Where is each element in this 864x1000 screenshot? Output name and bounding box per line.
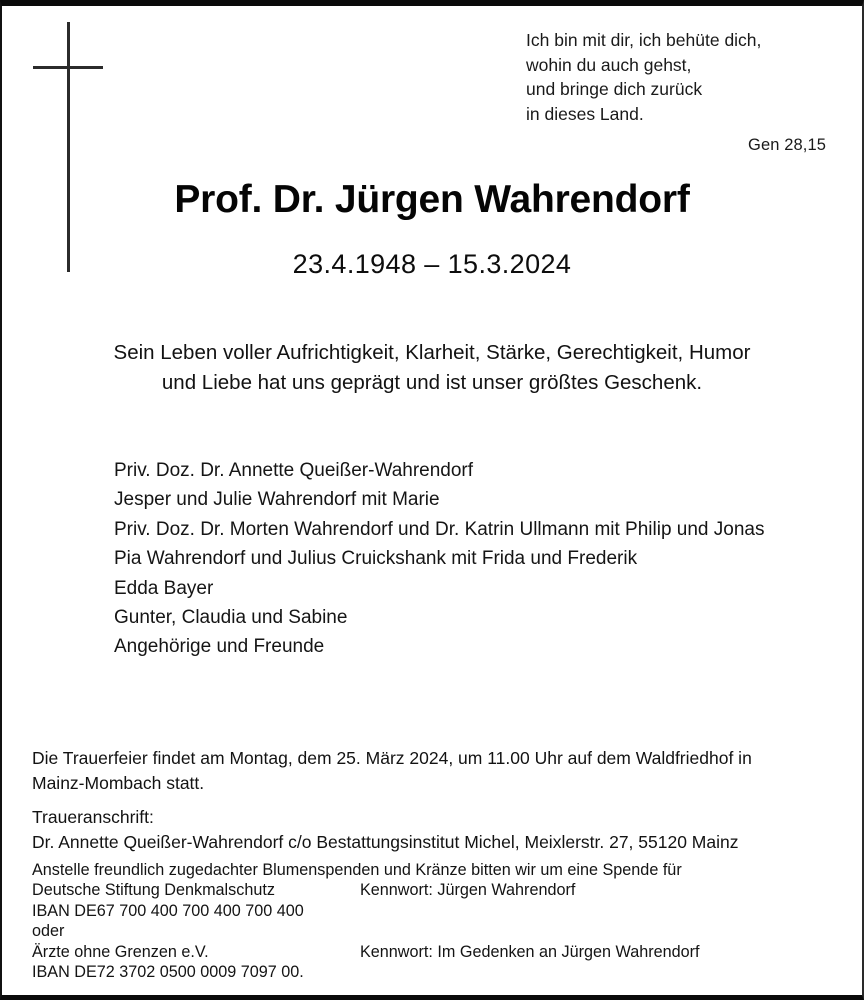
deceased-name: Prof. Dr. Jürgen Wahrendorf	[174, 178, 690, 221]
deceased-dates: 23.4.1948 – 15.3.2024	[292, 249, 572, 279]
survivors-list	[114, 456, 764, 662]
scripture-line-2: wohin du auch gehst,	[526, 54, 692, 75]
donation-organisation: Deutsche Stiftung Denkmalschutz	[32, 881, 275, 900]
scripture-line-1: Ich bin mit dir, ich behüte dich,	[526, 30, 762, 50]
tribute-line-2: und Liebe hat uns geprägt und ist unser größtes Geschenk.	[161, 371, 703, 394]
service-spacer	[32, 795, 834, 805]
donation-keyword: Kennwort: Im Gedenken an Jürgen Wahrendorf	[360, 942, 700, 961]
cross-vertical-stem	[67, 22, 70, 272]
ceremony-line-2: Mainz-Mombach statt.	[32, 772, 205, 793]
scripture-line-4: in dieses Land.	[526, 103, 644, 124]
survivor-line: Edda Bayer	[114, 577, 214, 599]
donation-iban: IBAN DE67 700 400 700 400 700 400	[32, 901, 304, 920]
tribute-line-1: Sein Leben voller Aufrichtigkeit, Klarheit, Stärke, Gerechtigkeit, Humor	[113, 341, 751, 364]
scripture-reference: Gen 28,15	[748, 136, 826, 154]
condolence-address-value: Dr. Annette Queißer-Wahrendorf c/o Bestattungsinstitut Michel, Meixlerstr. 27, 55120 Mainz	[32, 831, 739, 852]
donation-intro: Anstelle freundlich zugedachter Blumenspenden und Kränze bitten wir um eine Spende für	[32, 861, 682, 879]
condolence-address-label: Traueranschrift:	[32, 807, 154, 827]
survivor-line: Pia Wahrendorf und Julius Cruickshank mit Frida und Frederik	[114, 548, 638, 570]
tribute-text	[2, 338, 862, 398]
scripture-verse	[526, 28, 826, 158]
donations-section	[32, 860, 834, 982]
survivor-line: Priv. Doz. Dr. Annette Queißer-Wahrendorf	[114, 460, 474, 481]
ceremony-line-1: Die Trauerfeier findet am Montag, dem 25. März 2024, um 11.00 Uhr auf dem Waldfriedhof in	[32, 748, 752, 768]
survivor-line: Angehörige und Freunde	[114, 636, 325, 658]
service-details	[32, 746, 834, 854]
donation-organisation: Ärzte ohne Grenzen e.V.	[32, 942, 209, 961]
donation-entry	[32, 942, 834, 962]
survivor-line: Priv. Doz. Dr. Morten Wahrendorf und Dr. Katrin Ullmann mit Philip und Jonas	[114, 518, 765, 540]
survivor-line: Jesper und Julie Wahrendorf mit Marie	[114, 489, 440, 511]
donation-iban: IBAN DE72 3702 0500 0009 7097 00.	[32, 963, 304, 982]
survivor-line: Gunter, Claudia und Sabine	[114, 607, 348, 629]
donation-or-label: oder	[32, 922, 65, 941]
scripture-line-3: und bringe dich zurück	[526, 79, 703, 99]
donation-entry	[32, 880, 834, 900]
donation-keyword: Kennwort: Jürgen Wahrendorf	[360, 881, 576, 900]
cross-horizontal-bar	[33, 66, 103, 69]
